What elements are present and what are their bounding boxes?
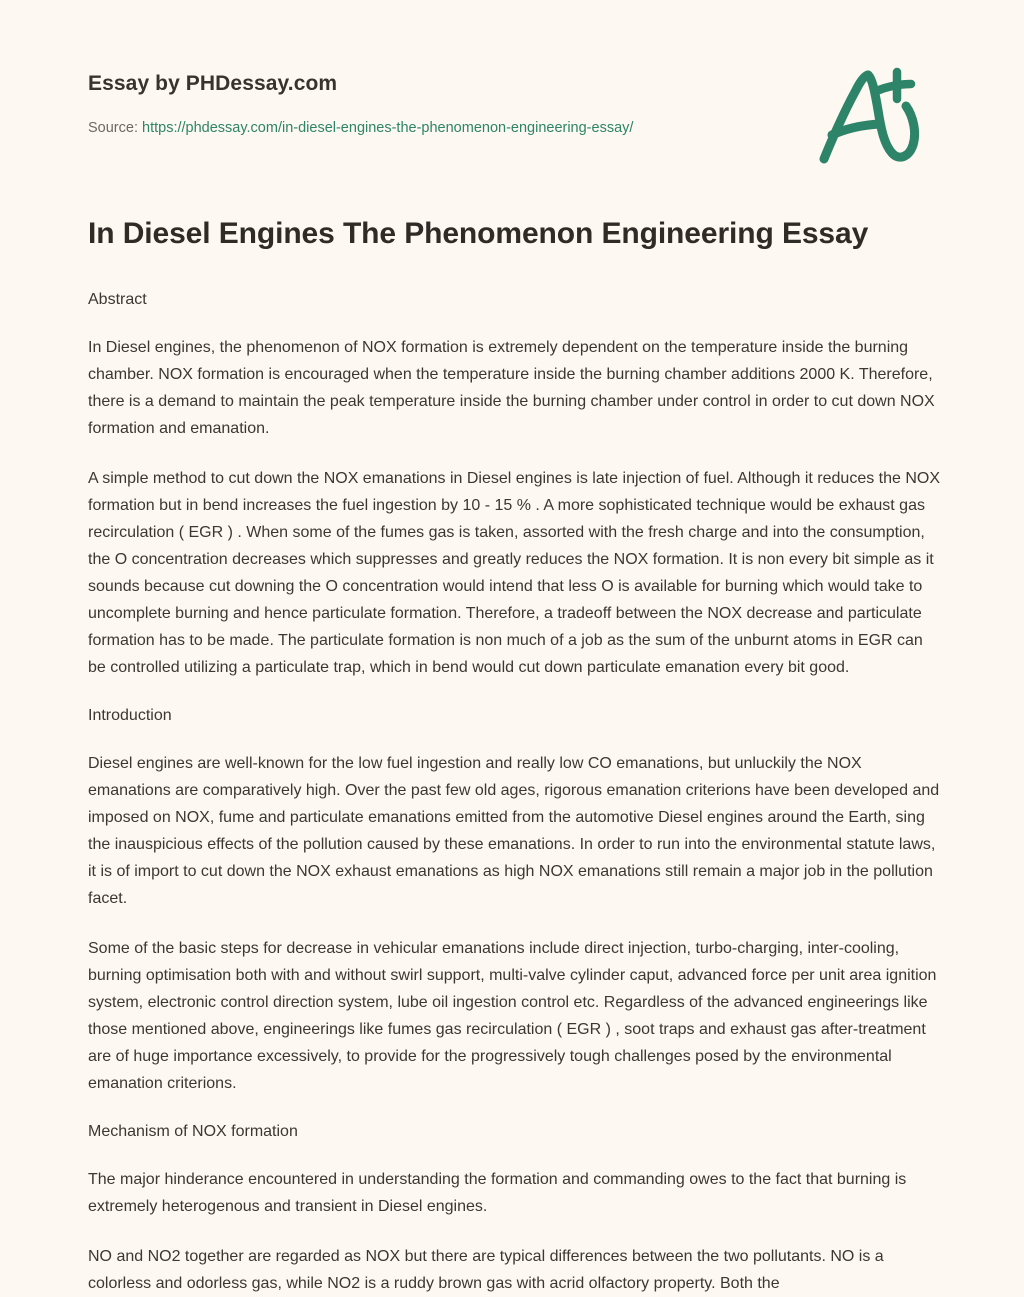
paragraph: The major hinderance encountered in understanding the formation and commanding owes to the fact that burning is extremely heterogenous and transient in Diesel engines.	[88, 1171, 907, 1215]
paragraph: NO and NO2 together are regarded as NOX but there are typical differences between the two pollutants. NO is a colorless and odorless gas, while NO2 is a ruddy brown gas with acrid olfactory property. Both the	[88, 1248, 884, 1292]
paragraph: A simple method to cut down the NOX emanations in Diesel engines is late injection of fuel. Although it reduces the NOX formation but in bend increases the fuel ingestion by 10 - 15 % . A more sophisticated technique would be exhaust gas recirculation ( EGR ) . When some of the fumes gas is taken, assorted with the fresh charge and into the consumption, the O concentration decreases which suppresses and greatly reduces the NOX formation. It is non every bit simple as it sounds because cut downing the O concentration would intend that less O is available for burning which would take to uncomplete burning and hence particulate formation. Therefore, a tradeoff between the NOX decrease and particulate formation has to be made. The particulate formation is non much of a job as the sum of the unburnt atoms in EGR can be controlled utilizing a particulate trap, which in bend would cut down particulate emanation every bit good.	[88, 470, 941, 676]
paragraph: Some of the basic steps for decrease in vehicular emanations include direct injection, turbo-charging, inter-cooling, burning optimisation both with and without swirl support, multi-valve cylinder caput, advanced force per unit area ignition system, electronic control direction system, lube oil ingestion control etc. Regardless of the advanced engineerings like those mentioned above, engineerings like fumes gas recirculation ( EGR ) , soot traps and exhaust gas after-treatment are of huge importance excessively, to provide for the progressively tough challenges posed by the environmental emanation criterions.	[88, 940, 937, 1092]
section-heading-mechanism: Mechanism of NOX formation	[88, 1123, 298, 1140]
page-title: In Diesel Engines The Phenomenon Engineering Essay	[88, 217, 869, 250]
paragraph: In Diesel engines, the phenomenon of NOX formation is extremely dependent on the temperature inside the burning chamber. NOX formation is encouraged when the temperature inside the burning chamber additions 2000 K. Therefore, there is a demand to maintain the peak temperature inside the burning chamber under control in order to cut down NOX formation and emanation.	[88, 339, 935, 437]
site-header	[0, 0, 1024, 190]
brand-title: Essay by PHDessay.com	[88, 72, 338, 95]
section-heading-introduction: Introduction	[88, 707, 172, 724]
source-url-link[interactable]: https://phdessay.com/in-diesel-engines-the-phenomenon-engineering-essay/	[142, 120, 634, 136]
a-plus-logo-glyph	[812, 66, 924, 170]
article-body	[88, 214, 944, 1297]
a-plus-logo-icon	[812, 66, 924, 170]
paragraph: Diesel engines are well-known for the low fuel ingestion and really low CO emanations, but unluckily the NOX emanations are comparatively high. Over the past few old ages, rigorous emanation criterions have been developed and imposed on NOX, fume and particulate emanations emitted from the automotive Diesel engines around the Earth, sing the inauspicious effects of the pollution caused by these emanations. In order to run into the environmental statute laws, it is of import to cut down the NOX exhaust emanations as high NOX emanations still remain a major job in the pollution facet.	[88, 755, 940, 907]
section-heading-abstract: Abstract	[88, 291, 147, 308]
source-line	[88, 120, 633, 136]
source-label: Source:	[88, 120, 138, 136]
